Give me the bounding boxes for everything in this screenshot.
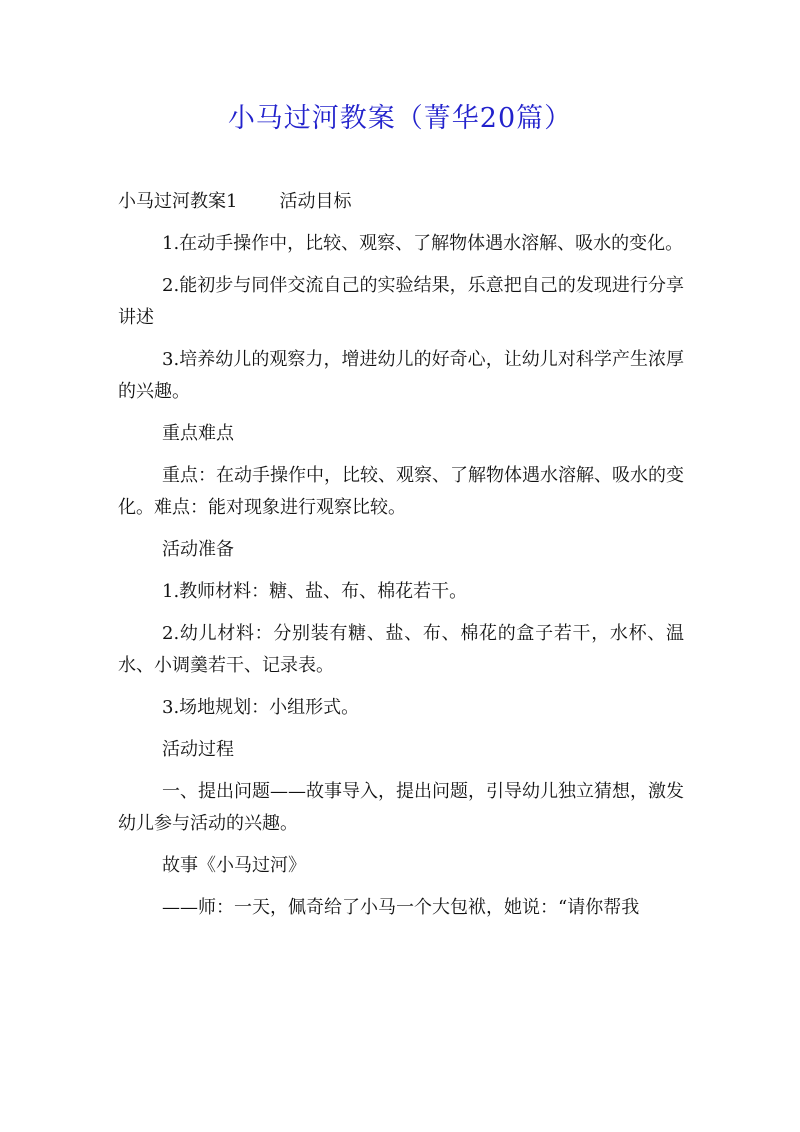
- paragraph: ——师：一天，佩奇给了小马一个大包袱，她说：“请你帮我: [162, 897, 640, 918]
- paragraph: 1.在动手操作中，比较、观察、了解物体遇水溶解、吸水的变化。: [162, 233, 684, 254]
- paragraph: 2.幼儿材料：分别装有糖、盐、布、棉花的盒子若干，水杯、温水、小调羹若干、记录表。: [118, 623, 684, 676]
- paragraph: 重点难点: [162, 423, 234, 444]
- paragraph: 1.教师材料：糖、盐、布、棉花若干。: [162, 581, 468, 602]
- paragraph: 2.能初步与同伴交流自己的实验结果，乐意把自己的发现进行分享讲述: [118, 275, 684, 328]
- paragraph: 一、提出问题——故事导入，提出问题，引导幼儿独立猜想，激发幼儿参与活动的兴趣。: [118, 781, 684, 834]
- document-title: 小马过河教案（菁华20篇）: [227, 103, 573, 134]
- paragraph: 重点：在动手操作中，比较、观察、了解物体遇水溶解、吸水的变化。难点：能对现象进行观察比较。: [118, 465, 684, 518]
- paragraph: 3.场地规划：小组形式。: [162, 697, 360, 718]
- section-heading: 小马过河教案1: [118, 191, 238, 212]
- paragraph-text: 活动目标: [279, 191, 352, 212]
- paragraph: 3.培养幼儿的观察力，增进幼儿的好奇心，让幼儿对科学产生浓厚的兴趣。: [118, 349, 684, 402]
- paragraph: 活动过程: [162, 739, 234, 760]
- paragraph: [118, 186, 684, 218]
- paragraph: 活动准备: [162, 539, 234, 560]
- paragraph: 故事《小马过河》: [162, 855, 306, 876]
- document-body: [118, 186, 684, 934]
